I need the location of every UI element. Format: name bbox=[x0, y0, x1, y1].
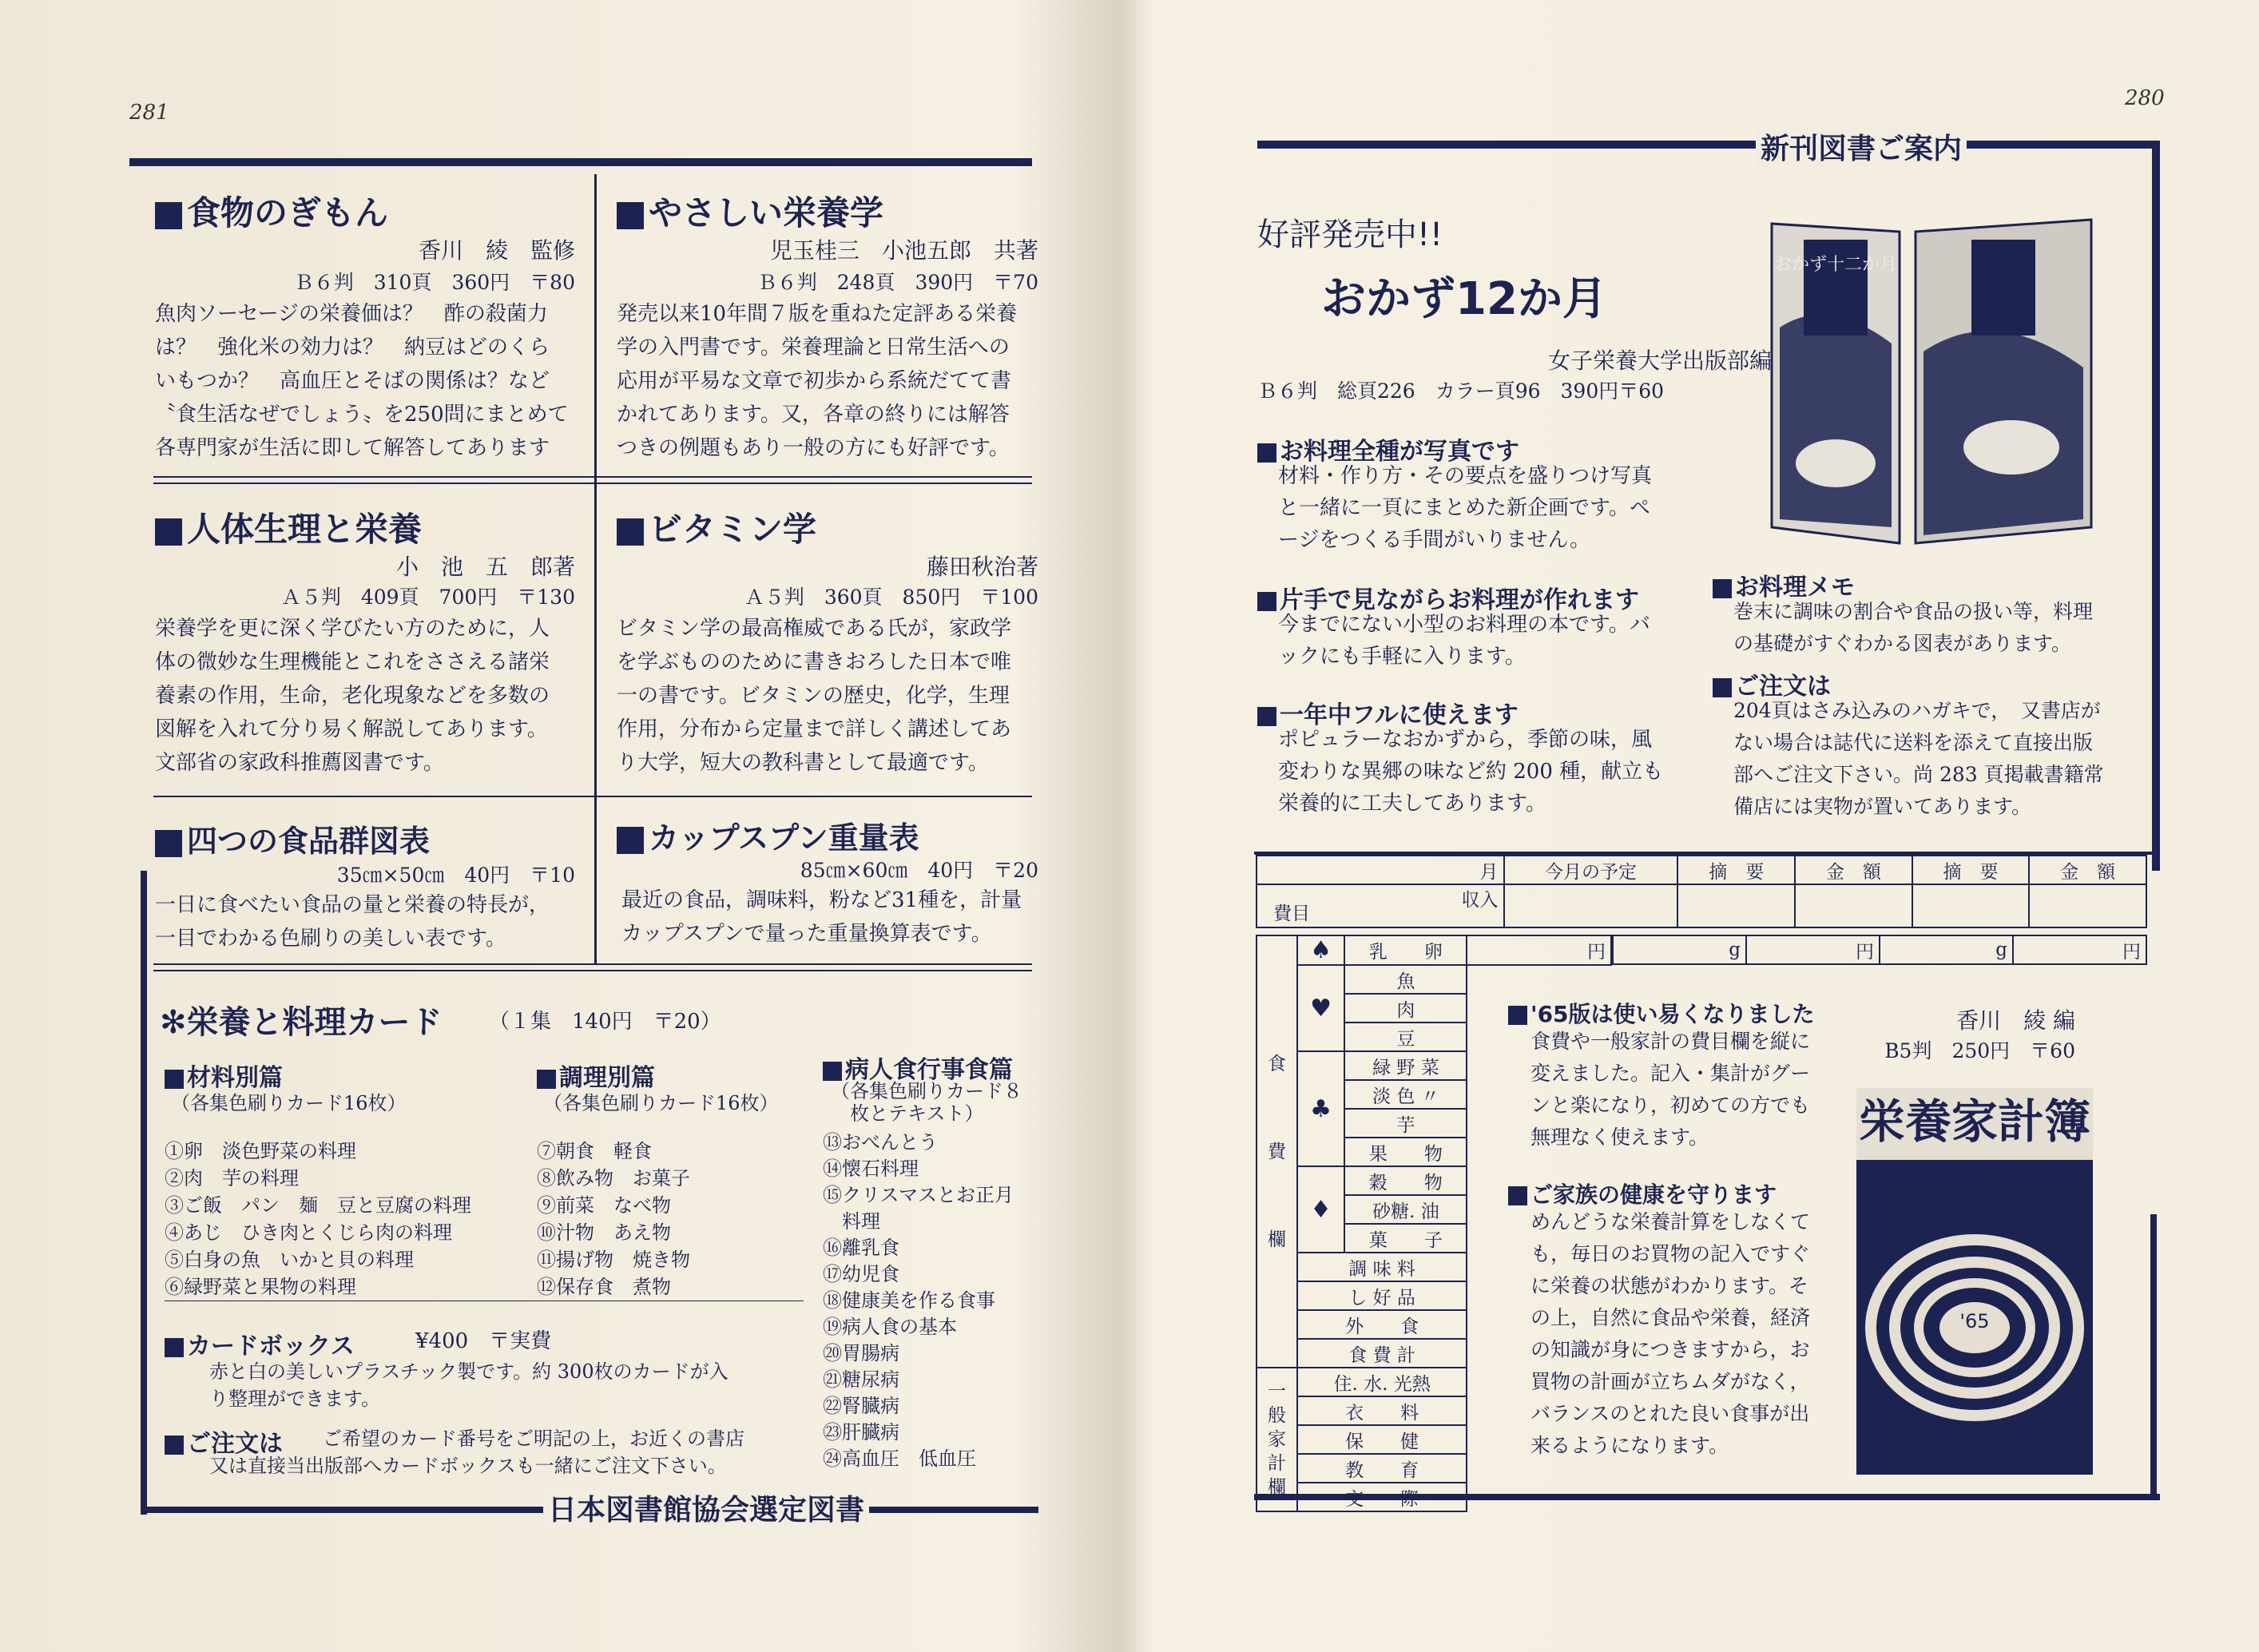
square-bullet-icon bbox=[1257, 443, 1276, 463]
feature-title: おかず12か月 bbox=[1321, 273, 1607, 325]
ledger-col-memo: 摘 要 bbox=[1912, 856, 2030, 884]
page-number-right: 280 bbox=[2125, 86, 2165, 110]
ledger-income-cell: 収入 費目 bbox=[1257, 884, 1504, 927]
card-box-desc: 赤と白の美しいプラスチック製です。約 300枚のカードが入 り整理ができます。 bbox=[209, 1360, 729, 1410]
ledger-row-label: 菓 子 bbox=[1344, 1224, 1467, 1253]
cards-title: ✻栄養と料理カード bbox=[160, 1004, 443, 1041]
kakeibo-point-1-text: 食費や一般家計の費目欄を縦に 変えました。記入・集計がグー ンと楽になり，初めての方でも 無理なく使えます。 bbox=[1530, 1030, 1811, 1149]
ledger-row-label: 調 味 料 bbox=[1297, 1253, 1467, 1281]
square-bullet-icon bbox=[165, 1436, 184, 1455]
ledger-header-table bbox=[1256, 855, 2147, 928]
top-rule bbox=[1257, 141, 2160, 149]
ledger-row-label: 食 費 計 bbox=[1297, 1339, 1467, 1368]
cards-col2-list bbox=[537, 1138, 690, 1301]
feature-point-1-text: 材料・作り方・その要点を盛りつけ写真 と一緒に一頁にまとめた新企画です。ペ ージをつくる手間がいりません。 bbox=[1278, 464, 1653, 552]
diamond-icon: ♦ bbox=[1297, 1166, 1345, 1253]
ledger-row-label: 豆 bbox=[1344, 1023, 1467, 1051]
cover-title-text: おかず十二か月 bbox=[1773, 255, 1898, 275]
square-bullet-icon bbox=[617, 827, 644, 854]
square-bullet-icon bbox=[165, 1338, 184, 1357]
ledger-row-label: 芋 bbox=[1344, 1109, 1467, 1138]
spade-icon: ♠ bbox=[1297, 935, 1345, 965]
list-item: ㉑糖尿病 bbox=[823, 1368, 899, 1391]
ledger-month: 月 bbox=[1257, 856, 1504, 884]
list-item: ⑫保存食 煮物 bbox=[537, 1276, 671, 1298]
kakeibo-point-1-heading: '65版は使い易くなりました bbox=[1508, 997, 1815, 1029]
column-divider bbox=[594, 174, 597, 965]
cards-col1-list bbox=[165, 1138, 471, 1301]
ledger-col-memo: 摘 要 bbox=[1677, 856, 1795, 884]
ledger-unit: g bbox=[1613, 935, 1746, 964]
book-title-5: 四つの食品群図表 bbox=[155, 816, 430, 860]
book-author-3: 小 池 五 郎著 bbox=[395, 554, 575, 580]
ledger-unit-row bbox=[1612, 935, 2147, 965]
ledger-general-side-label: 一 般 家 計 欄 bbox=[1257, 1368, 1297, 1511]
list-item: ⑮クリスマスとお正月 bbox=[823, 1184, 1014, 1206]
ledger-row-label: 外 食 bbox=[1297, 1310, 1467, 1339]
list-item: ⑳胃腸病 bbox=[823, 1342, 899, 1364]
square-bullet-icon bbox=[155, 202, 182, 229]
new-books-banner: 新刊図書ご案内 bbox=[1756, 126, 1967, 167]
book-cover-image bbox=[1756, 208, 2099, 559]
right-border bbox=[2152, 141, 2160, 871]
cards-col3-heading: 病人食行事食篇 bbox=[823, 1050, 1013, 1085]
cards-col2-note: （各集色刷りカード16枚） bbox=[543, 1092, 779, 1114]
book-desc-2: 発売以来10年間７版を重ねた定評ある栄養 学の入門書です。栄養理論と日常生活への 応用が平易な文章で初歩から系統だてて書 かれてあります。又，各章の終りには解答 つきの例題もあり一般の方にも好評です。 bbox=[617, 302, 1018, 460]
order-heading: ご注文は bbox=[165, 1424, 283, 1459]
ledger-unit: 円 bbox=[1746, 935, 1880, 964]
square-bullet-icon bbox=[617, 518, 644, 546]
footer-banner: 日本図書館協会選定図書 bbox=[543, 1487, 869, 1528]
kakeibo-author: 香川 綾 編 bbox=[1956, 1007, 2075, 1034]
feature-publisher: 女子栄養大学出版部編 bbox=[1547, 347, 1772, 374]
book-desc-5: 一日に食べたい食品の量と栄養の特長が， 一目でわかる色刷りの美しい表です。 bbox=[155, 893, 550, 951]
list-item: ⑯離乳食 bbox=[823, 1237, 899, 1259]
order-line-2: 又は直接当出版部へカードボックスも一緒にご注文下さい。 bbox=[209, 1455, 727, 1477]
list-item: ㉓肝臓病 bbox=[823, 1421, 899, 1444]
book-title-3: 人体生理と栄養 bbox=[155, 503, 422, 551]
club-icon: ♣ bbox=[1297, 1051, 1345, 1166]
square-bullet-icon bbox=[155, 830, 182, 857]
ledger-col-amount: 金 額 bbox=[1795, 856, 1912, 884]
ledger-expense-label: 費目 bbox=[1273, 903, 1310, 924]
list-item: ⑤白身の魚 いかと貝の料理 bbox=[165, 1249, 414, 1271]
list-item: ⑱健康美を作る食事 bbox=[823, 1289, 995, 1312]
list-item: ⑥緑野菜と果物の料理 bbox=[165, 1276, 356, 1298]
feature-point-2-text: 今までにない小型のお料理の本です。バ ックにも手軽に入ります。 bbox=[1278, 613, 1650, 669]
book-spec-3: Ａ５判 409頁 700円 〒130 bbox=[280, 586, 575, 609]
list-item: ④あじ ひき肉とくじら肉の料理 bbox=[165, 1221, 452, 1244]
kakeibo-point-2-text: めんどうな栄養計算をしなくて も，毎日のお買物の記入ですぐ に栄養の状態がわかります。そ の上，自然に食品や栄養，経済 の知識が身につきますから，お 買物の計画が立ちムダがなく， バランスのとれた良い食事が出 来るようになります。 bbox=[1530, 1210, 1811, 1457]
feature-point-4-text: 巻末に調味の割合や食品の扱い等，料理 の基礎がすぐわかる図表があります。 bbox=[1733, 600, 2094, 655]
order-line-1: ご希望のカード番号をご明記の上，お近くの書店 bbox=[323, 1428, 744, 1450]
book-title-2: やさしい栄養学 bbox=[617, 187, 883, 235]
row-divider-1 bbox=[153, 476, 1032, 478]
kakeibo-spec: B5判 250円 〒60 bbox=[1884, 1039, 2075, 1062]
square-bullet-icon bbox=[617, 202, 644, 229]
list-item: ①卵 淡色野菜の料理 bbox=[165, 1140, 356, 1162]
square-bullet-icon bbox=[1257, 592, 1276, 611]
book-author-4: 藤田秋治著 bbox=[926, 554, 1038, 580]
ledger-row-label: し 好 品 bbox=[1297, 1281, 1467, 1310]
book-spec-2: Ｂ６判 248頁 390円 〒70 bbox=[756, 271, 1038, 294]
book-spec-1: Ｂ６判 310頁 360円 〒80 bbox=[293, 271, 575, 294]
feature-tagline: 好評発売中!! bbox=[1257, 216, 1443, 253]
list-item: ㉒腎臓病 bbox=[823, 1395, 899, 1417]
feature-point-5-heading: ご注文は bbox=[1713, 666, 1831, 701]
book-desc-3: 栄養学を更に深く学びたい方のために，人 体の微妙な生理機能とこれをささえる諸栄 養素の作用，生命，老化現象などを多数の 図解を入れて分り易く解説してあります。 文部省の家政科推薦図書です。 bbox=[155, 617, 550, 775]
list-item: 料理 bbox=[823, 1210, 880, 1233]
kakeibo-cover-image bbox=[1856, 1088, 2093, 1475]
book-spec-4: Ａ５判 360頁 850円 〒100 bbox=[744, 586, 1038, 609]
kakeibo-cover-title: 栄養家計簿 bbox=[1858, 1094, 2091, 1149]
ledger-col-amount: 金 額 bbox=[2029, 856, 2146, 884]
heart-icon: ♥ bbox=[1297, 965, 1345, 1051]
ledger-unit: 円 bbox=[2013, 935, 2146, 964]
square-bullet-icon bbox=[1508, 1186, 1527, 1205]
ledger-row-label: 衣 料 bbox=[1297, 1396, 1467, 1425]
feature-spec: Ｂ６判 総頁226 カラー頁96 390円〒60 bbox=[1257, 379, 1665, 403]
card-box-price: ¥400 〒実費 bbox=[415, 1329, 552, 1353]
square-bullet-icon bbox=[1257, 707, 1276, 726]
feature-point-2-heading: 片手で見ながらお料理が作れます bbox=[1257, 580, 1639, 615]
square-bullet-icon bbox=[1508, 1006, 1527, 1025]
ledger-row-label: 砂糖. 油 bbox=[1344, 1195, 1467, 1224]
cards-box-left-border bbox=[141, 871, 147, 1515]
list-item: ㉔高血圧 低血圧 bbox=[823, 1447, 976, 1470]
square-bullet-icon bbox=[165, 1070, 184, 1089]
list-item: ⑦朝食 軽食 bbox=[537, 1140, 652, 1162]
book-title-6: カップスプン重量表 bbox=[617, 813, 919, 857]
list-item: ⑬おべんとう bbox=[823, 1131, 938, 1154]
ledger-unit: 円 bbox=[1467, 935, 1611, 965]
cards-col1-note: （各集色刷りカード16枚） bbox=[171, 1092, 407, 1114]
ledger-row-label: 果 物 bbox=[1344, 1138, 1467, 1166]
list-item: ⑨前菜 なべ物 bbox=[537, 1194, 671, 1217]
book-spec-6: 85㎝×60㎝ 40円 〒20 bbox=[800, 859, 1038, 882]
top-rule bbox=[129, 158, 1032, 166]
cards-col3-note: （各集色刷りカード８ 枚とテキスト） bbox=[831, 1080, 1022, 1125]
kakeibo-cover-year: '65 bbox=[1959, 1310, 1990, 1332]
right-page bbox=[1133, 0, 2259, 1652]
book-desc-4: ビタミン学の最高権威である氏が，家政学 を学ぶもののために書きおろした日本で唯 一の書です。ビタミンの歴史，化学，生理 作用，分布から定量まで詳しく講述してあ り大学，短大の教科書として最適です。 bbox=[617, 617, 1012, 775]
row-divider-2 bbox=[153, 796, 1032, 797]
feature-point-5-text: 204頁はさみ込みのハガキで， 又書店が ない場合は誌代に送料を添えて直接出版 部へご注文下さい。尚 283 頁掲載書籍常 備店には実物が置いてあります。 bbox=[1733, 699, 2104, 818]
cards-col2-heading: 調理別篇 bbox=[537, 1058, 655, 1093]
square-bullet-icon bbox=[155, 518, 182, 546]
left-page bbox=[0, 0, 1126, 1652]
book-title-4: ビタミン学 bbox=[617, 503, 816, 551]
ledger-row-label: 緑 野 菜 bbox=[1344, 1051, 1467, 1080]
cards-price: （１集 140円 〒20） bbox=[489, 1010, 721, 1034]
feature-point-1-heading: お料理全種が写真です bbox=[1257, 431, 1519, 467]
square-bullet-icon bbox=[823, 1062, 842, 1081]
list-item: ⑲病人食の基本 bbox=[823, 1316, 957, 1338]
cards-col3-list bbox=[823, 1130, 1014, 1472]
card-box-heading: カードボックス bbox=[165, 1326, 355, 1361]
row-divider-3 bbox=[153, 963, 1032, 965]
list-item: ③ご飯 パン 麺 豆と豆腐の料理 bbox=[165, 1194, 471, 1217]
ledger-food-side-label: 食 費 欄 bbox=[1257, 935, 1297, 1368]
ledger-col-plan: 今月の予定 bbox=[1504, 856, 1678, 884]
ledger-row-label: 魚 bbox=[1344, 965, 1467, 994]
book-desc-1: 魚肉ソーセージの栄養価は？ 酢の殺菌力 は？ 強化米の効力は？ 納豆はどのくら いもつか？ 高血圧とそばの関係は？など 〝食生活なぜでしょう〟を250問にまとめて 各専門家が生活に即して解答してあります bbox=[155, 302, 569, 460]
cards-col1-heading: 材料別篇 bbox=[165, 1058, 283, 1093]
asterisk-icon: ✻ bbox=[160, 1004, 187, 1041]
square-bullet-icon bbox=[1713, 579, 1732, 598]
ledger-row-label: 穀 物 bbox=[1344, 1166, 1467, 1195]
book-desc-6: 最近の食品，調味料，粉など31種を，計量 カップスプンで量った重量換算表です。 bbox=[621, 888, 1022, 946]
ledger-row-label: 保 健 bbox=[1297, 1425, 1467, 1454]
list-item: ⑭懐石料理 bbox=[823, 1158, 919, 1180]
list-item: ②肉 芋の料理 bbox=[165, 1167, 299, 1189]
feature-point-3-heading: 一年中フルに使えます bbox=[1257, 695, 1519, 730]
list-item: ⑰幼児食 bbox=[823, 1263, 899, 1285]
book-title-1: 食物のぎもん bbox=[155, 187, 388, 235]
square-bullet-icon bbox=[1713, 678, 1732, 697]
ledger-row-label: 乳 卵 bbox=[1344, 935, 1467, 965]
book-author-1: 香川 綾 監修 bbox=[418, 237, 575, 264]
ledger-row-label: 淡 色 〃 bbox=[1344, 1080, 1467, 1109]
feature-point-3-text: ポピュラーなおかずから，季節の味，風 変わりな異郷の味など約 200 種，献立も 栄養的に工夫してあります。 bbox=[1278, 728, 1664, 816]
ledger-row-label: 交 際 bbox=[1297, 1483, 1467, 1511]
square-bullet-icon bbox=[537, 1070, 556, 1089]
list-item: ⑩汁物 あえ物 bbox=[537, 1221, 671, 1244]
list-item: ⑪揚げ物 焼き物 bbox=[537, 1249, 690, 1271]
page-number-left: 281 bbox=[129, 101, 169, 125]
book-author-2: 児玉桂三 小池五郎 共著 bbox=[769, 237, 1038, 264]
ledger-row-label: 教 育 bbox=[1297, 1454, 1467, 1483]
book-spec-5: 35㎝×50㎝ 40円 〒10 bbox=[336, 864, 575, 887]
ledger-row-label: 住. 水. 光熱 bbox=[1297, 1368, 1467, 1396]
feature-point-4-heading: お料理メモ bbox=[1713, 567, 1855, 602]
ledger-unit: g bbox=[1880, 935, 2013, 964]
kakeibo-point-2-heading: ご家族の健康を守ります bbox=[1508, 1177, 1777, 1209]
list-item: ⑧飲み物 お菓子 bbox=[537, 1167, 690, 1189]
ledger-row-label: 肉 bbox=[1344, 994, 1467, 1023]
